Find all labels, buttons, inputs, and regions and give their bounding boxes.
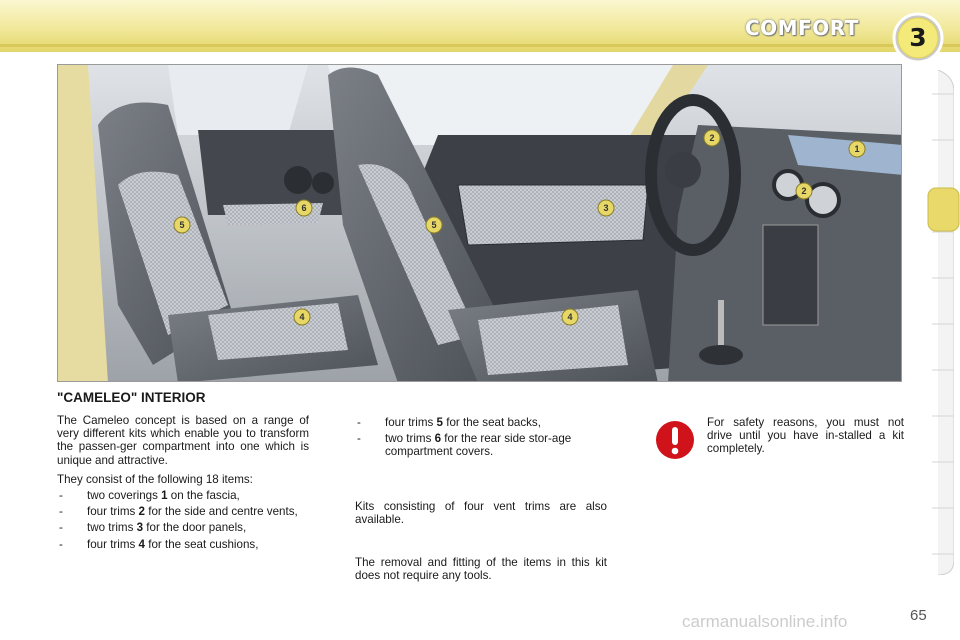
vent-kits-paragraph: Kits consisting of four vent trims are also available. xyxy=(355,500,607,527)
callout-2 xyxy=(796,183,812,199)
list-item xyxy=(57,489,309,502)
interior-illustration xyxy=(58,65,902,382)
item-number: 2 xyxy=(138,505,145,519)
header-rule xyxy=(0,44,960,47)
list-item xyxy=(57,538,309,551)
svg-text:1: 1 xyxy=(854,144,860,154)
callout-5 xyxy=(426,217,442,233)
item-number: 1 xyxy=(161,489,168,503)
chapter-tab-active[interactable] xyxy=(927,187,960,232)
callout-6 xyxy=(296,200,312,216)
list-dash: - xyxy=(59,537,63,551)
item-text: two trims xyxy=(87,521,137,535)
left-column xyxy=(57,414,309,554)
callout-2 xyxy=(704,130,720,146)
callout-4 xyxy=(294,309,310,325)
watermark: carmanualsonline.info xyxy=(682,612,848,631)
chapter-number: 3 xyxy=(909,23,927,52)
section-heading: "CAMELEO" INTERIOR xyxy=(57,390,206,405)
list-dash: - xyxy=(357,432,361,446)
svg-text:5: 5 xyxy=(179,220,185,230)
item-text: for the side and centre vents, xyxy=(145,505,298,519)
item-text: four trims xyxy=(87,505,139,519)
list-dash: - xyxy=(59,489,63,503)
list-item xyxy=(355,416,607,429)
page-number: 65 xyxy=(910,607,927,624)
interior-photo xyxy=(57,64,902,382)
callout-4 xyxy=(562,309,578,325)
item-text: two trims xyxy=(385,432,435,446)
list-item xyxy=(355,432,607,458)
list-dash: - xyxy=(357,416,361,429)
items-intro: They consist of the following 18 items: xyxy=(57,472,253,486)
chapter-tabs xyxy=(928,70,954,575)
svg-text:2: 2 xyxy=(709,133,715,143)
item-number: 3 xyxy=(136,521,144,535)
callout-1 xyxy=(849,141,865,157)
item-text: for the seat backs, xyxy=(443,416,541,429)
item-text: for the door panels, xyxy=(143,521,247,535)
chapter-title: COMFORT xyxy=(745,16,859,40)
list-item xyxy=(57,521,309,534)
item-text: two coverings xyxy=(87,489,162,503)
svg-text:5: 5 xyxy=(431,220,437,230)
svg-text:4: 4 xyxy=(299,312,305,322)
svg-text:3: 3 xyxy=(603,203,609,213)
list-dash: - xyxy=(59,521,63,535)
svg-text:6: 6 xyxy=(301,203,307,213)
item-text: for the seat cushions, xyxy=(145,537,259,551)
item-number: 6 xyxy=(434,432,442,446)
item-text: four trims xyxy=(385,416,437,429)
list-item xyxy=(57,505,309,518)
svg-text:2: 2 xyxy=(801,186,807,196)
list-dash: - xyxy=(59,505,63,519)
middle-column xyxy=(355,416,607,462)
exclamation-circle-icon xyxy=(655,420,695,460)
callout-5 xyxy=(174,217,190,233)
removal-paragraph: The removal and fitting of the items in this kit does not require any tools. xyxy=(355,556,607,583)
svg-text:4: 4 xyxy=(567,312,573,322)
item-number: 5 xyxy=(436,416,443,429)
item-number: 4 xyxy=(138,537,145,551)
intro-paragraph: The Cameleo concept is based on a range of very different kits which enable you to transform the passen-ger compartment into one which is unique and attractive. xyxy=(57,414,309,467)
callout-3 xyxy=(598,200,614,216)
item-text: on the fascia, xyxy=(167,489,240,503)
warning-text: For safety reasons, you must not drive until you have in-stalled a kit completely. xyxy=(707,416,904,456)
item-text: for the rear side stor-age compartment covers. xyxy=(385,432,572,459)
item-text: four trims xyxy=(87,537,139,551)
